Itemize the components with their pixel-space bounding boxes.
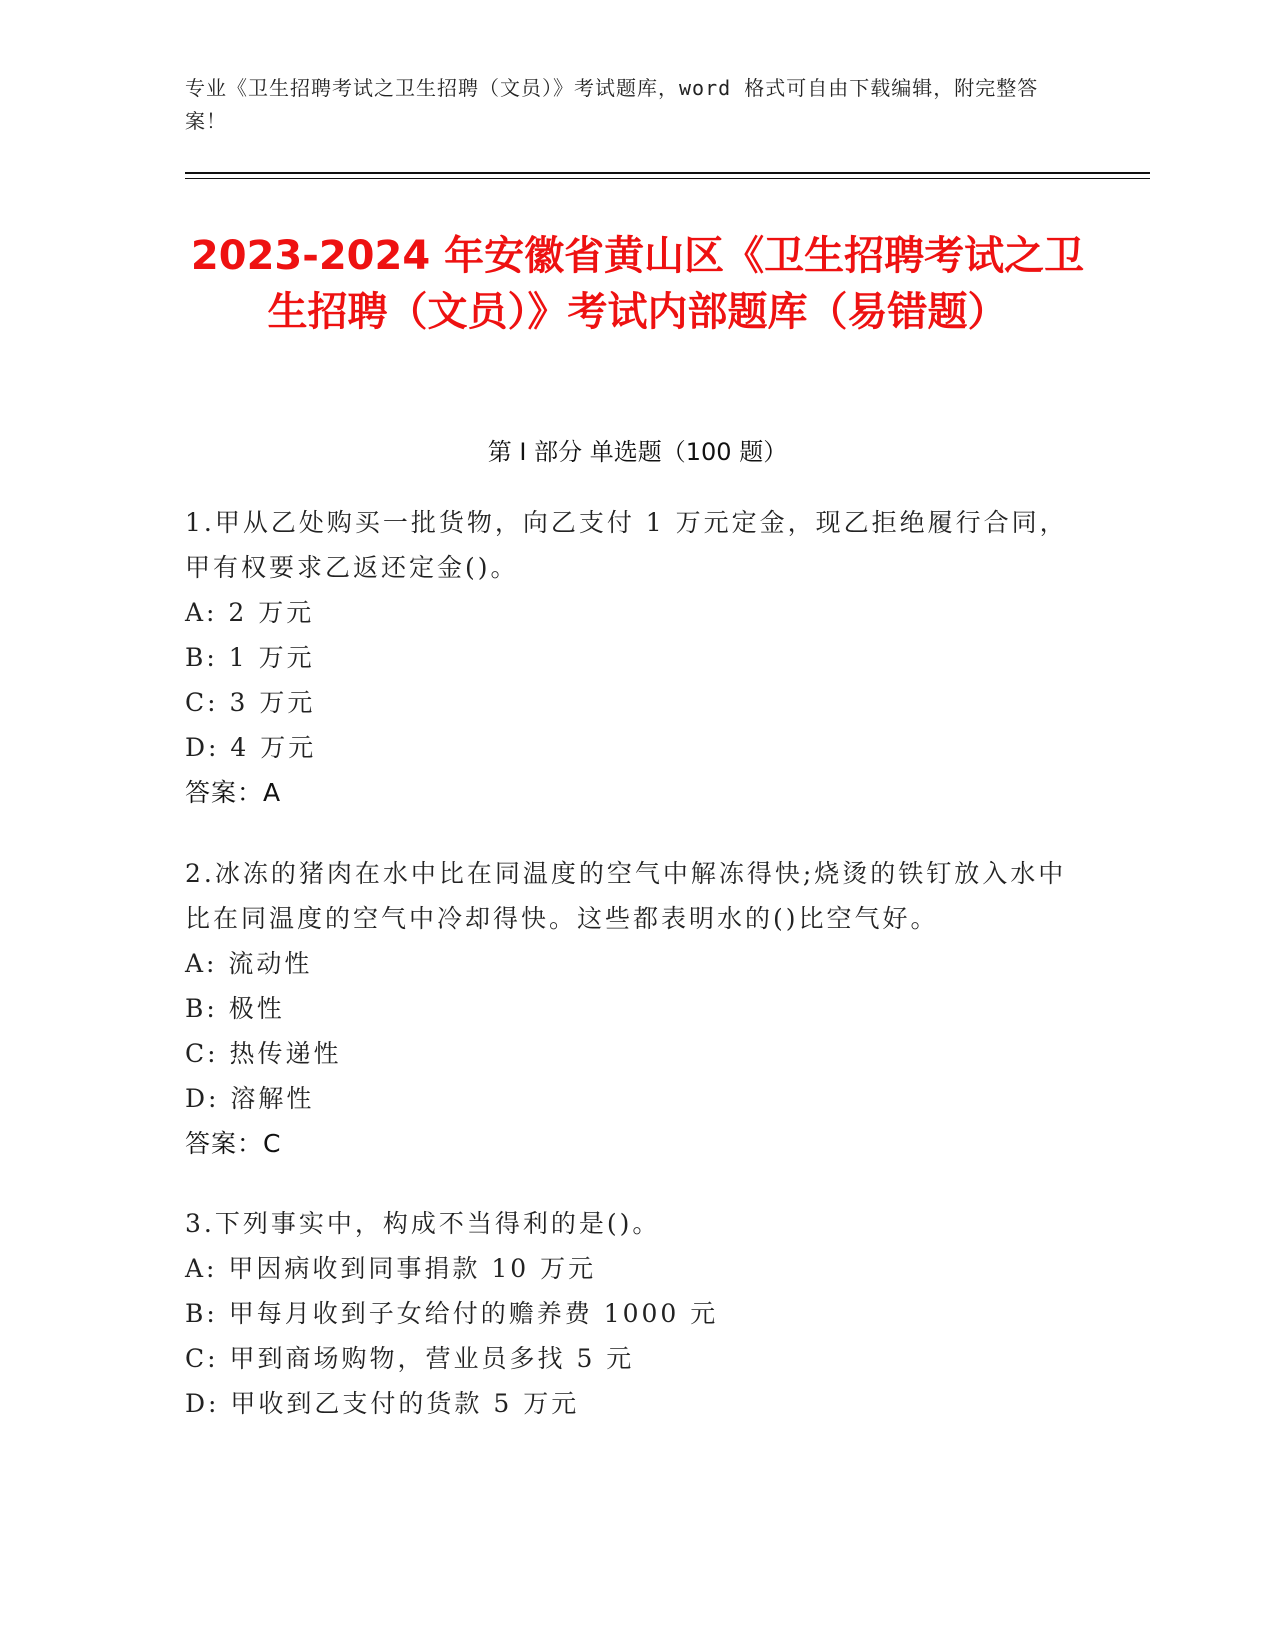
header-note: 专业《卫生招聘考试之卫生招聘（文员）》考试题库，word 格式可自由下载编辑，附完整答案！ (185, 76, 1039, 133)
document-title: 2023-2024 年安徽省黄山区《卫生招聘考试之卫生招聘（文员）》考试内部题库（易错题） (190, 233, 1085, 335)
option-c: C: 热传递性 (185, 1039, 342, 1068)
question-stem: 3.下列事实中，构成不当得利的是()。 (185, 1209, 661, 1238)
section-heading: 第 I 部分 单选题（100 题） (487, 438, 788, 466)
header-divider-thin (185, 178, 1150, 179)
question-stem: 2.冰冻的猪肉在水中比在同温度的空气中解冻得快;烧烫的铁钉放入水中比在同温度的空气中冷却得快。这些都表明水的()比空气好。 (185, 859, 1067, 933)
option-b: B: 1 万元 (185, 643, 315, 672)
option-c: C: 甲到商场购物，营业员多找 5 元 (185, 1344, 635, 1373)
option-b: B: 甲每月收到子女给付的赡养费 1000 元 (185, 1299, 719, 1328)
option-c: C: 3 万元 (185, 688, 316, 717)
answer-line: 答案：C (185, 1129, 282, 1158)
question-1 (185, 500, 1085, 815)
question-stem: 1.甲从乙处购买一批货物，向乙支付 1 万元定金，现乙拒绝履行合同，甲有权要求乙返还定金()。 (185, 508, 1068, 582)
header-divider (185, 172, 1150, 174)
option-b: B: 极性 (185, 994, 285, 1023)
option-d: D: 溶解性 (185, 1084, 315, 1113)
option-d: D: 甲收到乙支付的货款 5 万元 (185, 1389, 580, 1418)
answer-line: 答案：A (185, 778, 282, 807)
option-a: A: 2 万元 (185, 598, 315, 627)
option-d: D: 4 万元 (185, 733, 317, 762)
question-2 (185, 851, 1085, 1166)
question-3 (185, 1201, 1085, 1426)
option-a: A: 流动性 (185, 949, 313, 978)
option-a: A: 甲因病收到同事捐款 10 万元 (185, 1254, 597, 1283)
